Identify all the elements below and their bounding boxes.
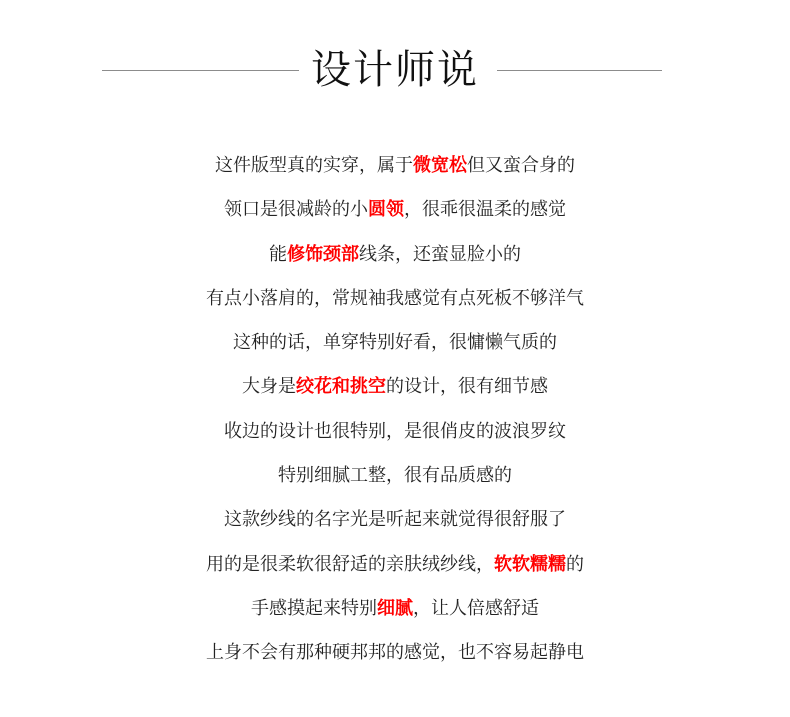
text-line (0, 587, 790, 631)
line-text: 的 (566, 553, 584, 575)
text-line (0, 410, 790, 454)
section-title: 设计师说 (311, 47, 479, 93)
text-line (0, 144, 790, 188)
line-text: 的设计，很有细节感 (386, 376, 548, 398)
line-text: 上身不会有那种硬邦邦的感觉，也不容易起静电 (206, 642, 584, 664)
line-text: ，很乖很温柔的感觉 (404, 199, 566, 221)
highlight-text: 细腻 (377, 597, 413, 619)
line-text: 手感摸起来特别 (251, 597, 377, 619)
text-line (0, 454, 790, 498)
highlight-text: 软软糯糯 (494, 553, 566, 575)
text-line (0, 365, 790, 409)
line-text: 收边的设计也很特别，是很俏皮的波浪罗纹 (224, 420, 566, 442)
section-header (0, 40, 790, 100)
designer-notes (0, 144, 790, 676)
text-line (0, 498, 790, 542)
line-text: 这种的话，单穿特别好看，很慵懒气质的 (233, 332, 557, 354)
text-line (0, 188, 790, 232)
text-line (0, 543, 790, 587)
text-line (0, 631, 790, 675)
text-line (0, 321, 790, 365)
highlight-text: 微宽松 (413, 155, 467, 176)
line-text: 这件版型真的实穿，属于 (215, 155, 413, 176)
line-text: 这款纱线的名字光是听起来就觉得很舒服了 (224, 509, 566, 531)
text-line (0, 277, 790, 321)
line-text: 能 (269, 243, 287, 265)
text-line (0, 233, 790, 277)
line-text: 大身是 (242, 376, 296, 398)
line-text: ，让人倍感舒适 (413, 597, 539, 619)
right-divider (497, 70, 662, 71)
highlight-text: 修饰颈部 (287, 243, 359, 265)
highlight-text: 圆领 (368, 199, 404, 221)
line-text: 有点小落肩的，常规袖我感觉有点死板不够洋气 (206, 287, 584, 309)
line-text: 领口是很减龄的小 (224, 199, 368, 221)
line-text: 但又蛮合身的 (467, 155, 575, 176)
line-text: 用的是很柔软很舒适的亲肤绒纱线， (206, 553, 494, 575)
highlight-text: 绞花和挑空 (296, 376, 386, 398)
line-text: 特别细腻工整，很有品质感的 (278, 465, 512, 487)
line-text: 线条，还蛮显脸小的 (359, 243, 521, 265)
